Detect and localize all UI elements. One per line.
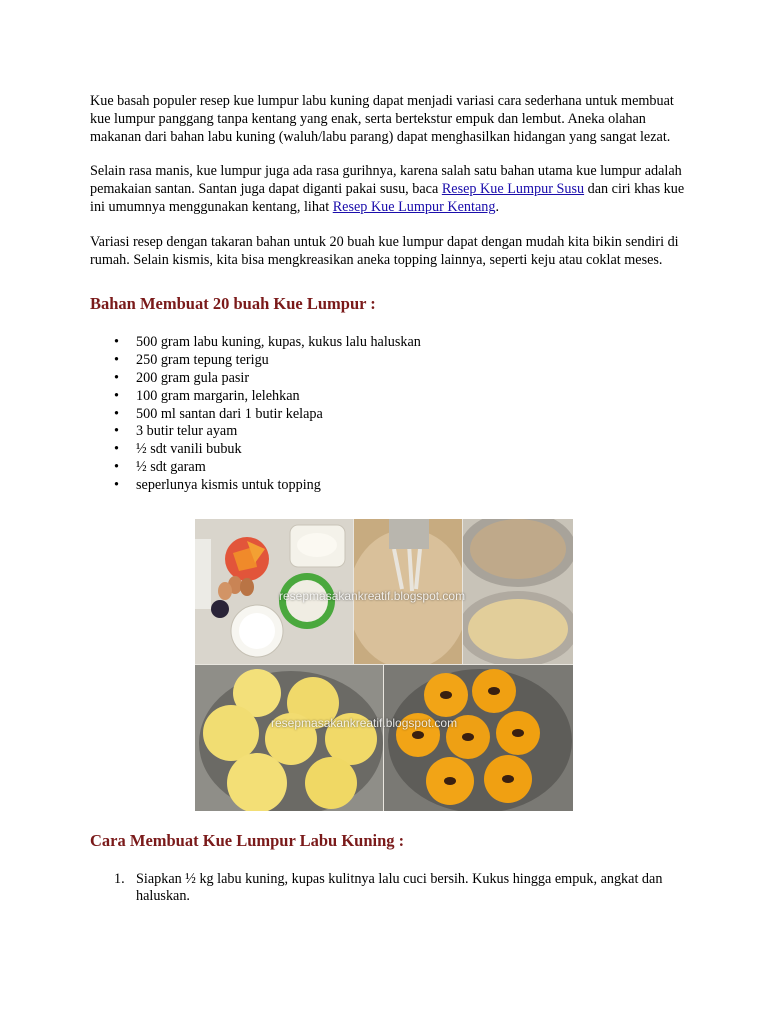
article-body (90, 93, 690, 906)
list-item: • 500 ml santan dari 1 butir kelapa (90, 406, 690, 424)
list-item: • 200 gram gula pasir (90, 370, 690, 388)
photo-batter-bowl (463, 519, 573, 664)
pan-raisins-illustration (384, 665, 573, 811)
santan-text-a: Selain rasa manis, kue lumpur juga ada rasa gurihnya, karena salah satu bahan utama kue lumpur adalah pemakaian santan. Santan juga dapat diganti pakai susu, baca (90, 163, 682, 198)
list-item: • seperlunya kismis untuk topping (90, 477, 690, 495)
watermark-bottom: resepmasakankreatif.blogspot.com (271, 715, 458, 730)
list-item: • 3 butir telur ayam (90, 423, 690, 441)
step-number: 1. (114, 870, 125, 887)
santan-text-c: . (495, 198, 499, 215)
bahan-heading: Bahan Membuat 20 buah Kue Lumpur : (90, 294, 376, 314)
photo-pan-with-raisins (384, 665, 573, 811)
variasi-paragraph: Variasi resep dengan takaran bahan untuk 20 buah kue lumpur dapat dengan mudah kita bikin sendiri di rumah. Selain kismis, kita bisa mengkreasikan aneka topping lainnya, seperti keju atau coklat meses. (90, 233, 679, 268)
link-resep-kue-lumpur-kentang[interactable]: Resep Kue Lumpur Kentang (332, 198, 496, 215)
cara-heading: Cara Membuat Kue Lumpur Labu Kuning : (90, 830, 405, 850)
bowl-illustration (463, 519, 573, 664)
pan-plain-illustration (195, 665, 383, 811)
list-item (90, 871, 690, 907)
cara-steps-list (90, 871, 690, 907)
santan-text-b: dan ciri khas kue ini umumnya menggunakan kentang, lihat (90, 181, 685, 215)
list-item: • ½ sdt garam (90, 459, 690, 477)
watermark-top: resepmasakankreatif.blogspot.com (279, 588, 466, 603)
recipe-photo-collage (195, 519, 573, 811)
bahan-list (90, 334, 690, 494)
link-resep-kue-lumpur-susu[interactable]: Resep Kue Lumpur Susu (441, 181, 585, 198)
list-item: • ½ sdt vanili bubuk (90, 441, 690, 459)
intro-paragraph: Kue basah populer resep kue lumpur labu kuning dapat menjadi variasi cara sederhana untuk membuat kue lumpur panggang tanpa kentang yang enak, serta bertekstur empuk dan lembut. Aneka olahan makanan dari bahan labu kuning (waluh/labu parang) dapat menghasilkan hidangan yang sangat lezat. (90, 93, 674, 145)
list-item: • 500 gram labu kuning, kupas, kukus lalu haluskan (90, 334, 690, 352)
step-text: Siapkan ½ kg labu kuning, kupas kulitnya lalu cuci bersih. Kukus hingga empuk, angkat dan haluskan. (136, 870, 663, 905)
santan-paragraph (90, 163, 690, 216)
photo-pan-baking (195, 665, 383, 811)
list-item: • 100 gram margarin, lelehkan (90, 388, 690, 406)
list-item: • 250 gram tepung terigu (90, 352, 690, 370)
